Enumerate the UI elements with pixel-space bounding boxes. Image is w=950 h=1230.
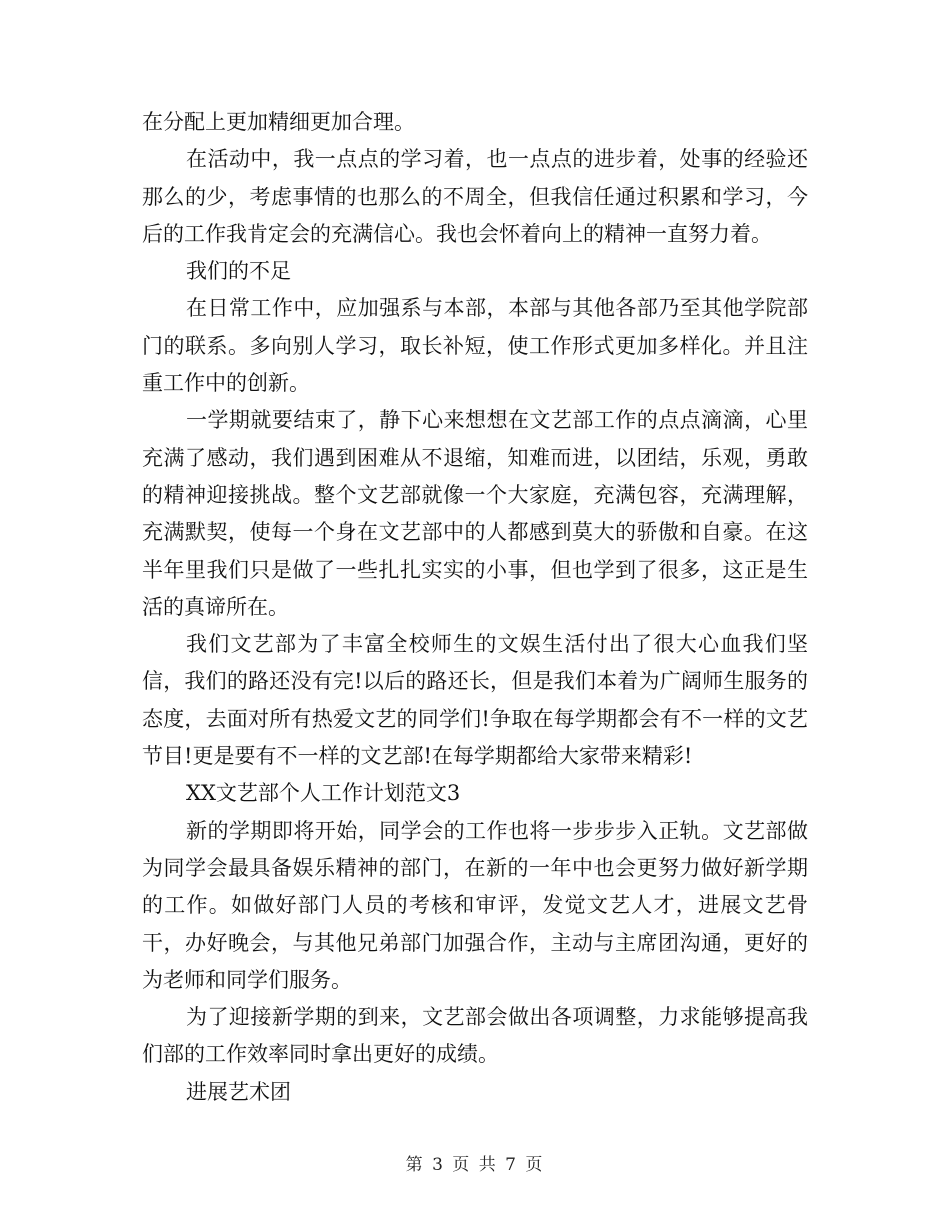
paragraph: 为了迎接新学期的到来，文艺部会做出各项调整，力求能够提高我们部的工作效率同时拿出更好的成绩。 — [142, 1005, 808, 1067]
page-number-footer: 第 3 页 共 7 页 — [405, 1155, 545, 1175]
paragraph: 在分配上更加精细更加合理。 — [142, 110, 415, 134]
document-body — [142, 104, 808, 1111]
paragraph: 在日常工作中，应加强系与本部，本部与其他各部乃至其他学院部门的联系。多向别人学习，取长补短，使工作形式更加多样化。并且注重工作中的创新。 — [142, 296, 808, 396]
section-heading: 进展艺术团 — [186, 1079, 291, 1104]
section-heading: 我们的不足 — [186, 259, 291, 284]
paragraph: 一学期就要结束了，静下心来想想在文艺部工作的点点滴滴，心里充满了感动，我们遇到困难从不退缩，知难而进，以团结，乐观，勇敢的精神迎接挑战。整个文艺部就像一个大家庭，充满包容，充满理解，充满默契，使每一个身在文艺部中的人都感到莫大的骄傲和自豪。在这半年里我们只是做了一些扎扎实实的小事，但也学到了很多，这正是生活的真谛所在。 — [142, 408, 808, 619]
paragraph: 在活动中，我一点点的学习着，也一点点的进步着，处事的经验还那么的少，考虑事情的也那么的不周全，但我信任通过积累和学习，今后的工作我肯定会的充满信心。我也会怀着向上的精神一直努力着。 — [142, 147, 808, 246]
section-heading: XX文艺部个人工作计划范文3 — [186, 781, 461, 806]
paragraph: 我们文艺部为了丰富全校师生的文娱生活付出了很大心血我们坚信，我们的路还没有完!以后的路还长，但是我们本着为广阔师生服务的态度，去面对所有热爱文艺的同学们!争取在每学期都会有不一样的文艺节目!更是要有不一样的文艺部!在每学期都给大家带来精彩! — [142, 632, 808, 769]
paragraph: 新的学期即将开始，同学会的工作也将一步步步入正轨。文艺部做为同学会最具备娱乐精神的部门，在新的一年中也会更努力做好新学期的工作。如做好部门人员的考核和审评，发觉文艺人才，进展文艺骨干，办好晚会，与其他兄弟部门加强合作，主动与主席团沟通，更好的为老师和同学们服务。 — [142, 818, 808, 992]
